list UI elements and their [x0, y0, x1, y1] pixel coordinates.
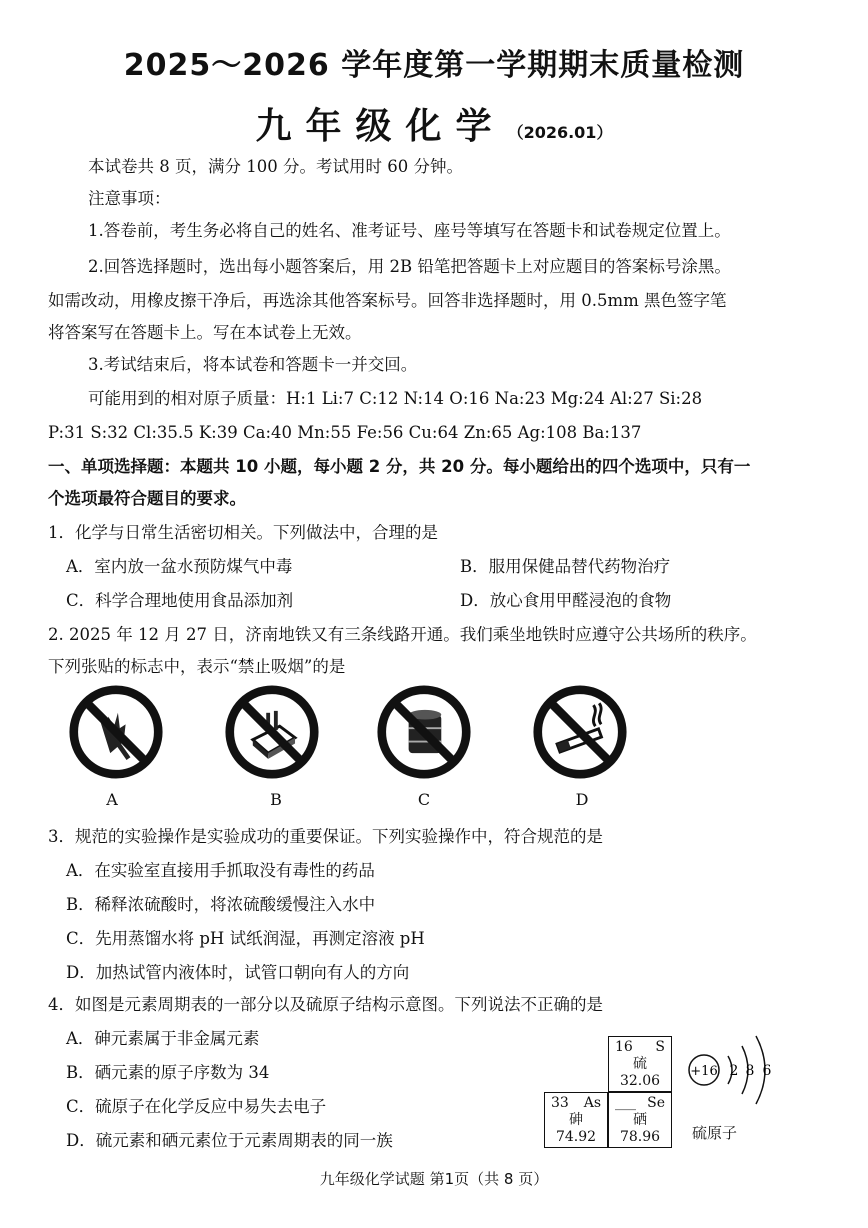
- q4-option-c: C．硫原子在化学反应中易失去电子: [66, 1097, 327, 1116]
- atomic-mass-line-1: 可能用到的相对原子质量：H:1 Li:7 C:12 N:14 O:16 Na:23 Mg:24 Al:27 Si:28: [88, 389, 703, 408]
- notice-1: 1.答卷前，考生务必将自己的姓名、准考证号、座号等填写在答题卡和试卷规定位置上。: [88, 221, 731, 240]
- q2-signs: [68, 684, 628, 814]
- q3-option-b: B．稀释浓硫酸时，将浓硫酸缓慢注入水中: [66, 895, 376, 914]
- q3-option-a: A．在实验室直接用手抓取没有毒性的药品: [66, 861, 375, 880]
- arsenic-mass: 74.92: [555, 1129, 597, 1145]
- section-heading-b: 个选项最符合题目的要求。: [48, 489, 246, 508]
- shell-1-count: 2: [729, 1063, 739, 1079]
- notice-2c: 将答案写在答题卡上。写在本试卷上无效。: [48, 323, 362, 342]
- section-heading-a: 一、单项选择题：本题共 10 小题，每小题 2 分，共 20 分。每小题给出的四个选项中，只有一: [48, 457, 751, 476]
- no-fire-match-icon: [68, 684, 164, 780]
- shell-3-count: 6: [762, 1063, 772, 1079]
- q3-option-c: C．先用蒸馏水将 pH 试纸润湿，再测定溶液 pH: [66, 929, 425, 948]
- cell-sulfur: [608, 1036, 672, 1092]
- q3-option-d: D．加热试管内液体时，试管口朝向有人的方向: [66, 963, 410, 982]
- cell-selenium: [608, 1092, 672, 1148]
- sulfur-mass: 32.06: [619, 1073, 661, 1089]
- q1-option-d: D．放心食用甲醛浸泡的食物: [460, 591, 672, 610]
- sign-label-b: B: [270, 790, 282, 809]
- no-matchbox-icon: [224, 684, 320, 780]
- atomic-mass-line-2: P:31 S:32 Cl:35.5 K:39 Ca:40 Mn:55 Fe:56 Cu:64 Zn:65 Ag:108 Ba:137: [48, 423, 642, 442]
- sign-label-a: A: [106, 790, 118, 809]
- q4-option-b: B．硒元素的原子序数为 34: [66, 1063, 270, 1082]
- notice-3: 3.考试结束后，将本试卷和答题卡一并交回。: [88, 355, 418, 374]
- notice-label: 注意事项：: [88, 189, 171, 208]
- exam-title: 2025～2026 学年度第一学期期末质量检测: [123, 48, 745, 83]
- sign-label-d: D: [575, 790, 589, 809]
- sign-label-c: C: [417, 790, 431, 809]
- q1-option-a: A．室内放一盆水预防煤气中毒: [66, 557, 293, 576]
- q4-stem: 4．如图是元素周期表的一部分以及硫原子结构示意图。下列说法不正确的是: [48, 995, 603, 1014]
- shell-2-count: 8: [745, 1063, 755, 1079]
- q4-option-a: A．砷元素属于非金属元素: [66, 1029, 260, 1048]
- selenium-symbol: Se: [647, 1095, 665, 1111]
- arsenic-name: 砷: [569, 1112, 583, 1128]
- q2-stem-b: 下列张贴的标志中，表示“禁止吸烟”的是: [48, 657, 346, 676]
- atom-caption: 硫原子: [692, 1124, 738, 1142]
- no-barrel-icon: [376, 684, 472, 780]
- notice-2a: 2.回答选择题时，选出每小题答案后，用 2B 铅笔把答题卡上对应题目的答案标号涂黑。: [88, 257, 731, 276]
- selenium-mass: 78.96: [619, 1129, 661, 1145]
- q1-stem: 1．化学与日常生活密切相关。下列做法中，合理的是: [48, 523, 438, 542]
- subject-title: [0, 98, 868, 149]
- q4-option-d: D．硫元素和硒元素位于元素周期表的同一族: [66, 1131, 393, 1150]
- sulfur-name: 硫: [633, 1056, 647, 1072]
- notice-2b: 如需改动，用橡皮擦干净后，再选涂其他答案标号。回答非选择题时，用 0.5mm 黑色签字笔: [48, 291, 727, 310]
- q2-stem-a: 2. 2025 年 12 月 27 日，济南地铁又有三条线路开通。我们乘坐地铁时应遵守公共场所的秩序。: [48, 625, 757, 644]
- atom-nucleus: +16: [690, 1064, 718, 1079]
- subject-name: 九年级化学: [255, 106, 506, 147]
- q3-stem: 3．规范的实验操作是实验成功的重要保证。下列实验操作中，符合规范的是: [48, 827, 603, 846]
- exam-date: （2026.01）: [507, 123, 613, 142]
- page-footer: 九年级化学试题 第1页（共 8 页）: [319, 1170, 549, 1188]
- sulfur-number: 16: [615, 1039, 633, 1055]
- no-smoking-icon: [532, 684, 628, 780]
- sulfur-atom-diagram: [682, 1020, 792, 1140]
- arsenic-symbol: As: [583, 1095, 601, 1111]
- arsenic-number: 33: [551, 1095, 569, 1111]
- pages-info: 本试卷共 8 页，满分 100 分。考试用时 60 分钟。: [88, 157, 463, 176]
- sulfur-symbol: S: [655, 1039, 665, 1055]
- selenium-name: 硒: [633, 1112, 647, 1128]
- q1-option-b: B．服用保健品替代药物治疗: [460, 557, 671, 576]
- q1-option-c: C．科学合理地使用食品添加剂: [66, 591, 294, 610]
- atom-shells-svg: [682, 1020, 792, 1120]
- selenium-number: ___: [615, 1095, 636, 1111]
- cell-arsenic: [544, 1092, 608, 1148]
